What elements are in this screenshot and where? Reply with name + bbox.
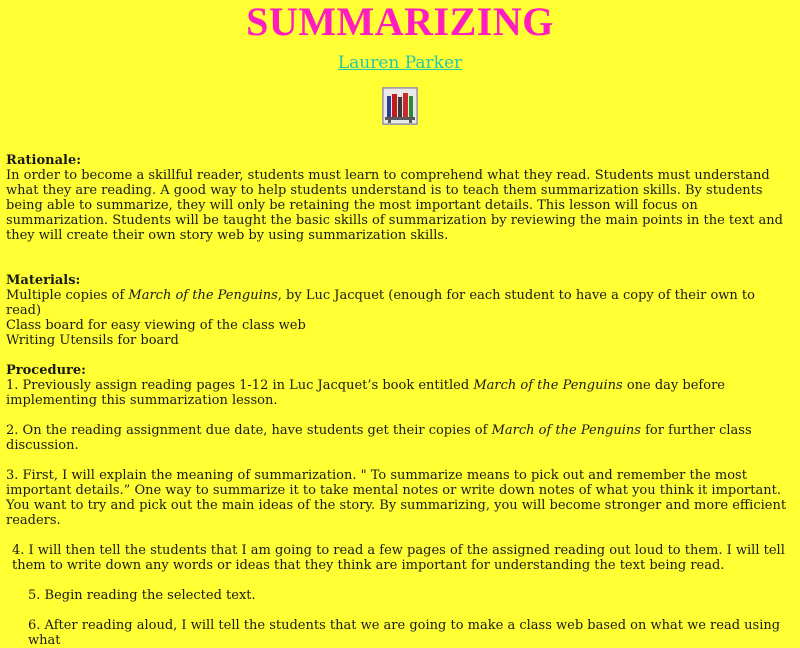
spacer (6, 408, 794, 423)
procedure-step-4: 4. I will then tell the students that I am going to read a few pages of the assigned reading out loud to them. I will tell them to write down any words or ideas that they think are important for understanding the text being read. (12, 543, 785, 573)
procedure-step-1 (6, 378, 794, 408)
procedure-step-2 (6, 423, 794, 453)
step-2-prefix: 2. On the reading assignment due date, have students get their copies of (6, 423, 492, 438)
spacer (6, 603, 794, 618)
spacer (6, 528, 794, 543)
book-title: March of the Penguins (491, 423, 641, 438)
spacer (6, 453, 794, 468)
procedure-heading: Procedure: (6, 363, 86, 378)
materials-heading: Materials: (6, 273, 81, 288)
materials-item-book-prefix: Multiple copies of (6, 288, 129, 303)
procedure-step-3: 3. First, I will explain the meaning of summarization. " To summarize means to pick out and remember the most important details.” One way to summarize it to take mental notes or write down notes of what you think it important. You want to try and pick out the main ideas of the story. By summarizing, you will become stronger and more efficient readers. (6, 468, 787, 528)
book-title: March of the Penguins (128, 288, 278, 303)
materials-item-book-suffix: , by Luc Jacquet (enough for each student to have a copy of their own to read) (6, 288, 755, 318)
step-1-suffix: one day before implementing this summarization lesson. (6, 378, 725, 408)
page-title: SUMMARIZING (246, 0, 554, 44)
page-header (0, 0, 800, 140)
step-1-prefix: 1. Previously assign reading pages 1-12 in Luc Jacquet’s book entitled (6, 378, 474, 393)
spacer (6, 243, 794, 273)
rationale-heading: Rationale: (6, 153, 82, 168)
spacer (6, 348, 794, 363)
spacer (6, 573, 794, 588)
rationale-text: In order to become a skillful reader, students must learn to comprehend what they read. Students must understand what they are reading. A good way to help students understand is to teach them summarization skills. By students being able to summarize, they will only be retaining the most important details. This lesson will focus on summarization. Students will be taught the basic skills of summarization by reviewing the main points in the text and they will create their own story web by using summarization skills. (6, 168, 783, 243)
author-line (0, 53, 800, 73)
author-link[interactable]: Lauren Parker (337, 53, 463, 73)
procedure-step-5: 5. Begin reading the selected text. (28, 588, 256, 603)
procedure-step-6: 6. After reading aloud, I will tell the students that we are going to make a class web based on what we read using what (28, 618, 781, 648)
books-icon (382, 87, 418, 125)
materials-item-book (6, 288, 794, 318)
step-2-suffix: for further class discussion. (6, 423, 752, 453)
materials-item-utensils: Writing Utensils for board (6, 333, 179, 348)
lesson-content (6, 153, 794, 648)
book-title: March of the Penguins (473, 378, 623, 393)
materials-item-board: Class board for easy viewing of the class web (6, 318, 306, 333)
